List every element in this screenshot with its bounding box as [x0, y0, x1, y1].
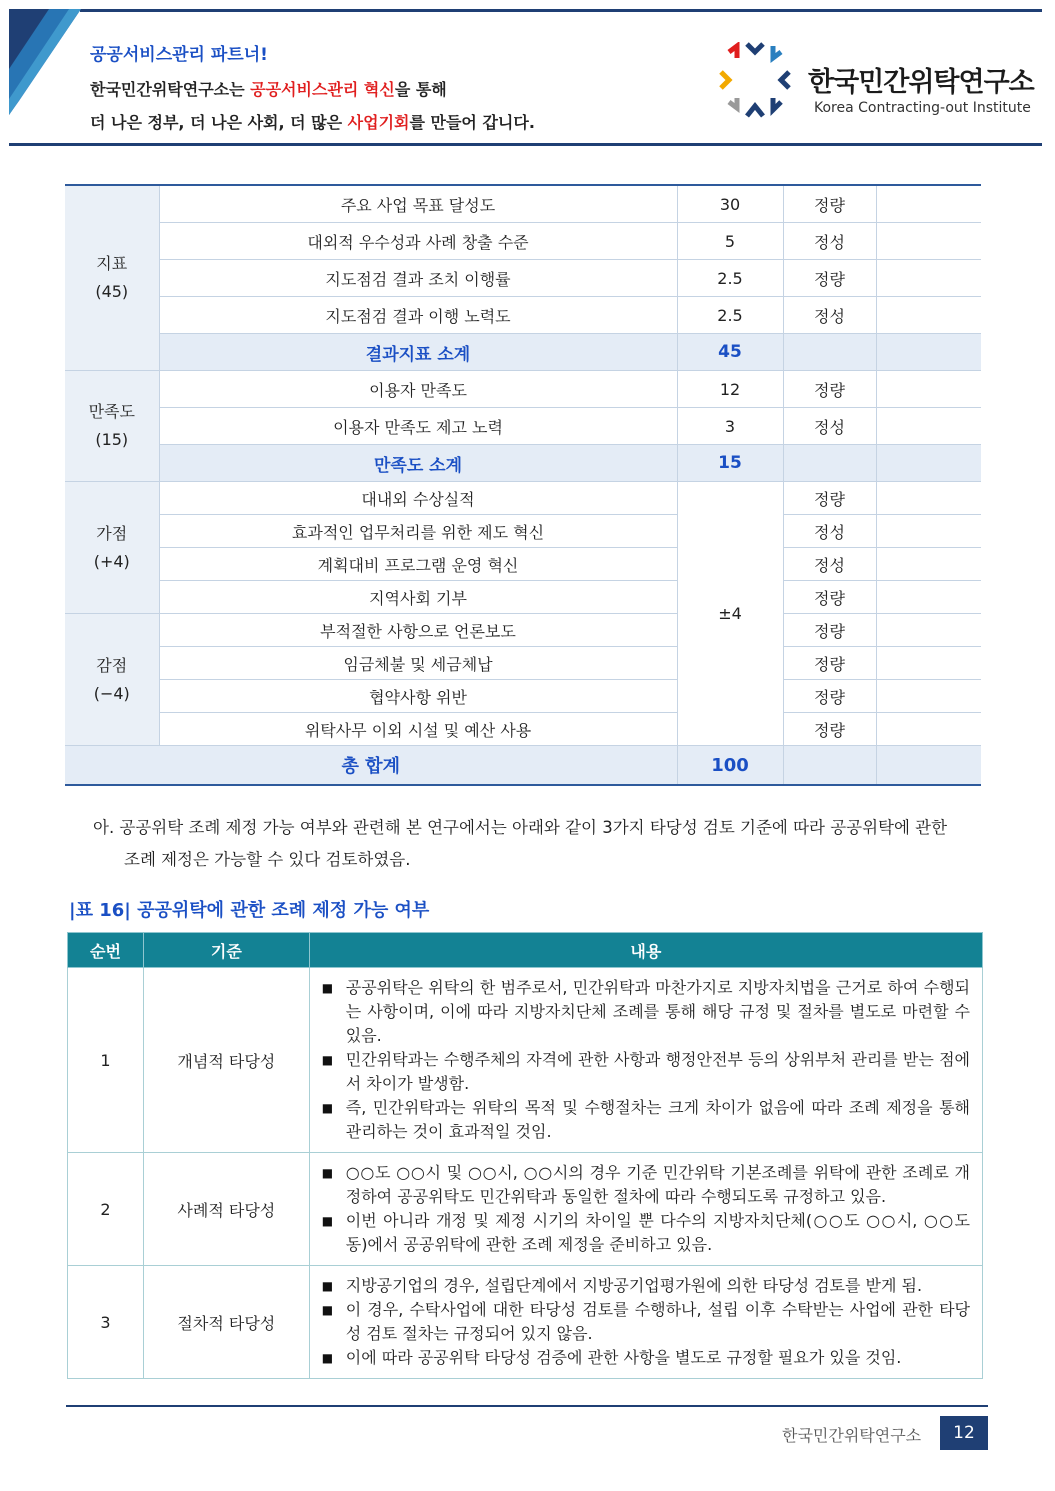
type-cell: 정량 — [783, 581, 876, 614]
row-number: 1 — [68, 968, 144, 1153]
type-cell: 정성 — [783, 515, 876, 548]
score-table — [65, 184, 981, 786]
empty-cell — [876, 548, 981, 581]
group-cell-satisfaction: 만족도 (15) — [65, 371, 159, 482]
paragraph-line: 아. 공공위탁 조례 제정 가능 여부와 관련해 본 연구에서는 아래와 같이 3가지 타당성 검토 기준에 따라 공공위탁에 관한 — [93, 818, 948, 837]
item-cell: 이용자 만족도 제고 노력 — [159, 408, 677, 445]
total-label: 총 합계 — [65, 746, 677, 786]
type-cell: 정성 — [783, 297, 876, 334]
empty-cell — [876, 614, 981, 647]
item-cell: 지역사회 기부 — [159, 581, 677, 614]
table-row — [65, 223, 981, 260]
empty-cell — [876, 334, 981, 371]
type-cell: 정량 — [783, 482, 876, 515]
type-cell: 정량 — [783, 713, 876, 746]
type-cell: 정량 — [783, 647, 876, 680]
empty-cell — [876, 408, 981, 445]
empty-cell — [783, 746, 876, 786]
total-score: 100 — [677, 746, 783, 786]
institute-name-english: Korea Contracting-out Institute — [814, 100, 1031, 116]
empty-cell — [876, 297, 981, 334]
table-row — [68, 1266, 983, 1379]
subtotal-row — [65, 445, 981, 482]
type-cell: 정량 — [783, 614, 876, 647]
empty-cell — [876, 445, 981, 482]
empty-cell — [783, 334, 876, 371]
footer-institute-name: 한국민간위탁연구소 — [782, 1426, 922, 1445]
criterion-cell: 개념적 타당성 — [143, 968, 309, 1153]
item-cell: 효과적인 업무처리를 위한 제도 혁신 — [159, 515, 677, 548]
header-top-rule — [80, 9, 1042, 12]
table-row — [65, 408, 981, 445]
item-cell: 지도점검 결과 이행 노력도 — [159, 297, 677, 334]
empty-cell — [876, 713, 981, 746]
table-row — [65, 371, 981, 408]
page-number: 12 — [940, 1416, 988, 1450]
empty-cell — [876, 260, 981, 297]
criterion-cell: 절차적 타당성 — [143, 1266, 309, 1379]
table-row — [68, 1153, 983, 1266]
table-row — [65, 581, 981, 614]
bullet-item: ■ 즉, 민간위탁과는 위탁의 목적 및 수행절차는 크게 차이가 없음에 따라 조례 제정을 통해 관리하는 것이 효과적일 것임. — [320, 1096, 970, 1144]
header-corner-graphic — [9, 9, 81, 115]
table-row — [65, 185, 981, 223]
footer-rule — [66, 1405, 988, 1407]
subtotal-row — [65, 334, 981, 371]
item-cell: 위탁사무 이외 시설 및 예산 사용 — [159, 713, 677, 746]
content-cell — [309, 968, 982, 1153]
bullet-item: ■ ○○도 ○○시 및 ○○시, ○○시의 경우 기준 민간위탁 기본조례를 위탁에 관한 조례로 개정하여 공공위탁도 민간위탁과 동일한 절차에 따라 수행되도록 규정하고 있음. — [320, 1161, 970, 1209]
table-row — [65, 680, 981, 713]
table-header-row — [68, 933, 983, 968]
score-cell: 2.5 — [677, 297, 783, 334]
table-row — [65, 297, 981, 334]
table-row — [65, 713, 981, 746]
item-cell: 협약사항 위반 — [159, 680, 677, 713]
header-slogan: 공공서비스관리 파트너! — [90, 45, 268, 65]
empty-cell — [876, 515, 981, 548]
subtotal-score: 15 — [677, 445, 783, 482]
table-caption: |표 16| 공공위탁에 관한 조례 제정 가능 여부 — [69, 900, 430, 921]
column-header: 내용 — [309, 933, 982, 968]
type-cell: 정성 — [783, 408, 876, 445]
score-cell: 3 — [677, 408, 783, 445]
table-row — [65, 548, 981, 581]
bullet-item: ■ 이 경우, 수탁사업에 대한 타당성 검토를 수행하나, 설립 이후 수탁받는 사업에 관한 타당성 검토 절차는 규정되어 있지 않음. — [320, 1298, 970, 1346]
table-row — [65, 614, 981, 647]
score-cell: 12 — [677, 371, 783, 408]
subtotal-label: 결과지표 소계 — [159, 334, 677, 371]
header-line-2: 더 나은 정부, 더 나은 사회, 더 많은 사업기회를 만들어 갑니다. — [90, 113, 535, 132]
item-cell: 대외적 우수성과 사례 창출 수준 — [159, 223, 677, 260]
institute-name-korean: 한국민간위탁연구소 — [808, 67, 1034, 98]
bullet-item: ■ 이번 아니라 개정 및 제정 시기의 차이일 뿐 다수의 지방자치단체(○○도 ○○시, ○○도 동)에서 공공위탁에 관한 조례 제정을 준비하고 있음. — [320, 1209, 970, 1257]
empty-cell — [876, 482, 981, 515]
empty-cell — [876, 746, 981, 786]
item-cell: 지도점검 결과 조치 이행률 — [159, 260, 677, 297]
item-cell: 이용자 만족도 — [159, 371, 677, 408]
type-cell: 정량 — [783, 680, 876, 713]
institute-logo-icon — [717, 42, 793, 118]
empty-cell — [876, 581, 981, 614]
item-cell: 대내외 수상실적 — [159, 482, 677, 515]
column-header: 기준 — [143, 933, 309, 968]
table-row — [65, 515, 981, 548]
score-cell: 2.5 — [677, 260, 783, 297]
bullet-item: ■ 지방공기업의 경우, 설립단계에서 지방공기업평가원에 의한 타당성 검토를 받게 됨. — [320, 1274, 970, 1298]
bullet-item: ■ 공공위탁은 위탁의 한 범주로서, 민간위탁과 마찬가지로 지방자치법을 근거로 하여 수행되는 사항이며, 이에 따라 지방자치단체 조례를 통해 해당 규정 및 절차를 별도로 마련할 수 있음. — [320, 976, 970, 1048]
score-cell: 30 — [677, 185, 783, 223]
group-cell-bonus: 가점 (+4) — [65, 482, 159, 614]
row-number: 3 — [68, 1266, 144, 1379]
bullet-item: ■ 민간위탁과는 수행주체의 자격에 관한 사항과 행정안전부 등의 상위부처 관리를 받는 점에서 차이가 발생함. — [320, 1048, 970, 1096]
review-paragraph — [93, 812, 985, 876]
item-cell: 부적절한 사항으로 언론보도 — [159, 614, 677, 647]
content-cell — [309, 1153, 982, 1266]
type-cell: 정성 — [783, 223, 876, 260]
type-cell: 정량 — [783, 260, 876, 297]
ordinance-feasibility-table — [67, 932, 983, 1379]
table-row — [65, 482, 981, 515]
empty-cell — [876, 647, 981, 680]
table-row — [65, 647, 981, 680]
paragraph-line: 조례 제정은 가능할 수 있다 검토하였음. — [124, 850, 411, 869]
header-bottom-rule — [9, 143, 1042, 146]
empty-cell — [876, 680, 981, 713]
type-cell: 정성 — [783, 548, 876, 581]
subtotal-label: 만족도 소계 — [159, 445, 677, 482]
score-cell: 5 — [677, 223, 783, 260]
empty-cell — [783, 445, 876, 482]
item-cell: 임금체불 및 세금체납 — [159, 647, 677, 680]
header-line-1: 한국민간위탁연구소는 공공서비스관리 혁신을 통해 — [90, 80, 447, 99]
bonus-score-cell: ±4 — [677, 482, 783, 746]
group-cell-penalty: 감점 (−4) — [65, 614, 159, 746]
type-cell: 정량 — [783, 185, 876, 223]
bullet-item: ■ 이에 따라 공공위탁 타당성 검증에 관한 사항을 별도로 규정할 필요가 있을 것임. — [320, 1346, 970, 1370]
total-row — [65, 746, 981, 786]
table-row — [68, 968, 983, 1153]
column-header: 순번 — [68, 933, 144, 968]
criterion-cell: 사례적 타당성 — [143, 1153, 309, 1266]
table-row — [65, 260, 981, 297]
empty-cell — [876, 223, 981, 260]
subtotal-score: 45 — [677, 334, 783, 371]
item-cell: 주요 사업 목표 달성도 — [159, 185, 677, 223]
empty-cell — [876, 185, 981, 223]
content-cell — [309, 1266, 982, 1379]
group-cell-indicator: 지표 (45) — [65, 185, 159, 371]
type-cell: 정량 — [783, 371, 876, 408]
empty-cell — [876, 371, 981, 408]
item-cell: 계획대비 프로그램 운영 혁신 — [159, 548, 677, 581]
row-number: 2 — [68, 1153, 144, 1266]
